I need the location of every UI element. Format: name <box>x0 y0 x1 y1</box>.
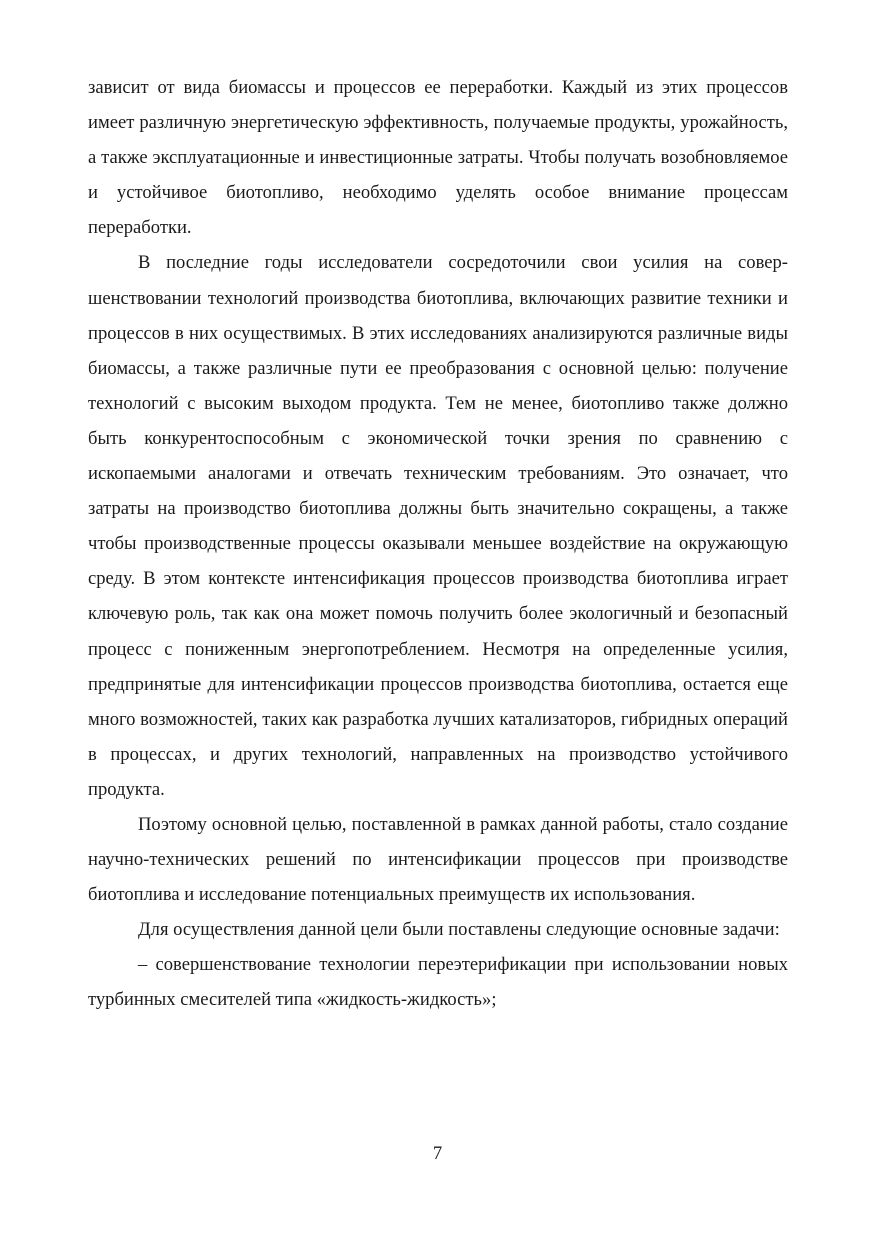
body-text <box>88 70 788 1018</box>
paragraph-continuation: зависит от вида биомассы и процессов ее переработки. Каждый из этих процессов имеет различную энергетическую эффективность, получаемые продукты, урожайность, а также эксплуатационные и инвестиционные затраты. Чтобы получать возобновляемое и устойчивое биотопливо, необходимо уделять особое внимание процессам переработки. <box>88 77 788 239</box>
paragraph-main-goal: Поэтому основной целью, поставленной в рамках данной работы, стало создание научно-технических решений по интенсификации процессов при производстве биотоплива и исследование потенциальных преимуществ их использования. <box>88 813 788 906</box>
page-number: 7 <box>432 1143 443 1164</box>
paragraph-tasks-intro: Для осуществления данной цели были поставлены следующие основные задачи: <box>138 919 780 941</box>
paragraph-task-item: – совершенствование технологии переэтерификации при использовании новых турбинных смесителей типа «жидкость-жидкость»; <box>88 954 788 1011</box>
paragraph-research-focus: В последние годы исследователи сосредоточили свои усилия на совершенствовании технологий производства биотоплива, включающих развитие техники и процессов в них осуществимых. В этих исследованиях анализируются различные виды биомассы, а также различные пути ее преобразования с основной целью: получение технологий с высоким выходом продукта. Тем не менее, биотопливо также должно быть конкурентоспособным с экономической точки зрения по сравнению с ископаемыми аналогами и отвечать техническим требованиям. Это означает, что затраты на производство биотоплива должны быть значительно сокращены, а также чтобы производственные процессы оказывали меньшее воздействие на окружающую среду. В этом контексте интенсификация процессов производства биотоплива играет ключевую роль, так как она может помочь получить более экологичный и безопасный процесс с пониженным энергопотреблением. Несмотря на определенные усилия, предпринятые для интенсификации процессов производства биотоплива, остается еще много возможностей, таких как разработка лучших катализаторов, гибридных операций в процессах, и других технологий, направленных на производство устойчивого продукта. <box>88 252 788 800</box>
